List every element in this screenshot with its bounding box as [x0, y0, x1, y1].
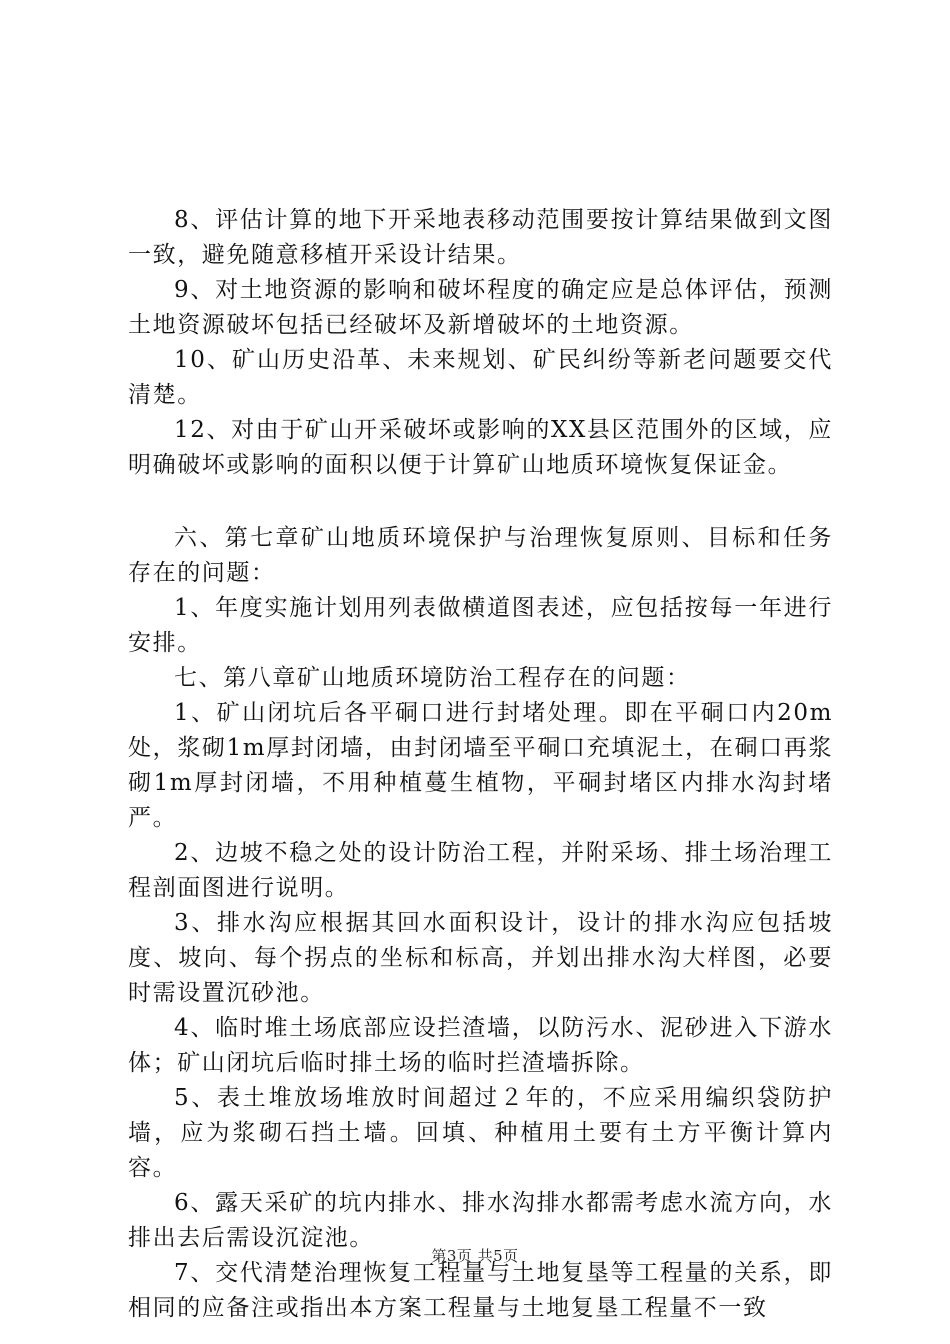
section-heading-chapter-8: 七、第八章矿山地质环境防治工程存在的问题：: [174, 665, 691, 691]
section-spacer: [128, 483, 833, 521]
paragraph-chapter-8-item-7: 7、交代清楚治理恢复工程量与土地复垦等工程量的关系，即相同的应备注或指出本方案工程量与土地复垦工程量不一致: [128, 1260, 833, 1321]
paragraph-chapter-8-item-3: 3、排水沟应根据其回水面积设计，设计的排水沟应包括坡度、坡向、每个拐点的坐标和标高，并划出排水沟大样图，必要时需设置沉砂池。: [128, 910, 833, 1006]
paragraph-item-12: 12、对由于矿山开采破坏或影响的XX县区范围外的区域，应明确破坏或影响的面积以便于计算矿山地质环境恢复保证金。: [128, 417, 833, 478]
page-footer: [0, 1245, 950, 1266]
paragraph-chapter-8-item-2: 2、边坡不稳之处的设计防治工程，并附采场、排土场治理工程剖面图进行说明。: [128, 840, 833, 901]
page-number-label: 第3页 共5页: [431, 1247, 519, 1265]
document-body: [128, 203, 833, 1326]
paragraph-item-9: 9、对土地资源的影响和破坏程度的确定应是总体评估，预测土地资源破坏包括已经破坏及新增破坏的土地资源。: [128, 277, 833, 338]
paragraph-chapter-8-item-6: 6、露天采矿的坑内排水、排水沟排水都需考虑水流方向，水排出去后需设沉淀池。: [128, 1190, 833, 1251]
paragraph-chapter-7-item-1: 1、年度实施计划用列表做横道图表述，应包括按每一年进行安排。: [128, 595, 833, 656]
paragraph-item-8: 8、评估计算的地下开采地表移动范围要按计算结果做到文图一致，避免随意移植开采设计结果。: [128, 207, 833, 268]
paragraph-chapter-8-item-4: 4、临时堆土场底部应设拦渣墙，以防污水、泥砂进入下游水体；矿山闭坑后临时排土场的临时拦渣墙拆除。: [128, 1015, 833, 1076]
paragraph-chapter-8-item-1: 1、矿山闭坑后各平硐口进行封堵处理。即在平硐口内20m处，浆砌1m厚封闭墙，由封闭墙至平硐口充填泥土，在硐口再浆砌1m厚封闭墙，不用种植蔓生植物，平硐封堵区内排水沟封堵严。: [128, 700, 833, 831]
section-heading-chapter-7: 六、第七章矿山地质环境保护与治理恢复原则、目标和任务存在的问题：: [128, 525, 833, 586]
paragraph-item-10: 10、矿山历史沿革、未来规划、矿民纠纷等新老问题要交代清楚。: [128, 347, 833, 408]
paragraph-chapter-8-item-5: 5、表土堆放场堆放时间超过２年的，不应采用编织袋防护墙，应为浆砌石挡土墙。回填、种植用土要有土方平衡计算内容。: [128, 1085, 833, 1181]
